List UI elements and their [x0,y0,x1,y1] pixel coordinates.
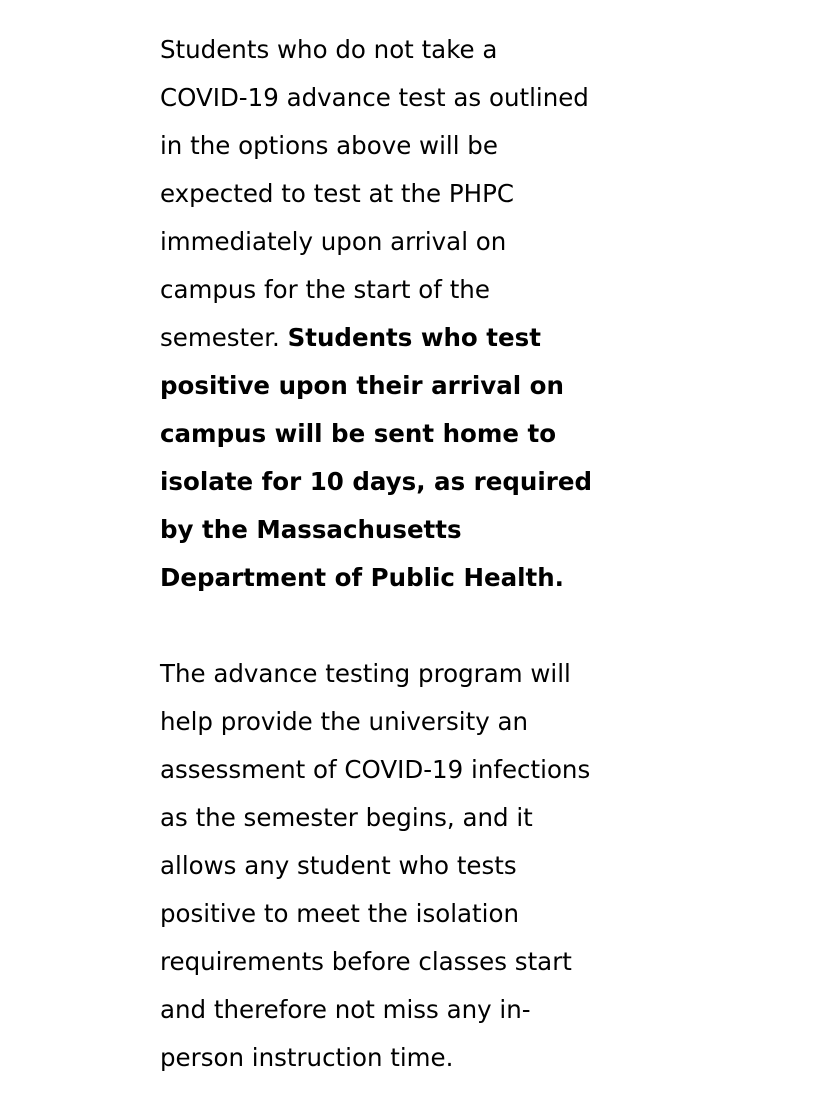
text-line [160,26,640,74]
bold-text-segment: positive upon their arrival on [160,371,564,400]
text-line [160,170,640,218]
text-segment: campus for the start of the [160,275,490,304]
text-line [160,986,640,1034]
text-line [160,842,640,890]
text-line [160,698,640,746]
text-segment: person instruction time. [160,1043,454,1072]
bold-text-segment: Department of Public Health. [160,563,564,592]
bold-text-segment: campus will be sent home to [160,419,557,448]
text-segment: immediately upon arrival on [160,227,507,256]
text-segment: as the semester begins, and it [160,803,533,832]
bold-text-line [160,554,640,602]
text-line [160,938,640,986]
text-line [160,122,640,170]
bold-text-line [160,362,640,410]
text-segment: positive to meet the isolation [160,899,519,928]
text-segment: The advance testing program will [160,659,571,688]
text-line [160,650,640,698]
text-segment: allows any student who tests [160,851,517,880]
bold-text-segment: Students who test [287,323,541,352]
text-line [160,314,640,362]
text-segment: semester. [160,323,288,352]
text-line [160,890,640,938]
text-line [160,74,640,122]
text-line [160,794,640,842]
text-segment: assessment of COVID-19 infections [160,755,591,784]
text-line [160,266,640,314]
text-line [160,746,640,794]
bold-text-line [160,458,640,506]
text-line [160,1034,640,1082]
text-segment: expected to test at the PHPC [160,179,514,208]
bold-text-segment: isolate for 10 days, as required [160,467,592,496]
text-line [160,218,640,266]
text-segment: requirements before classes start [160,947,572,976]
text-segment: Students who do not take a [160,35,498,64]
paragraph-program-benefits [160,650,640,1082]
bold-text-line [160,506,640,554]
paragraph-testing-requirement [160,26,640,602]
bold-text-line [160,410,640,458]
text-segment: and therefore not miss any in- [160,995,531,1024]
text-segment: in the options above will be [160,131,498,160]
text-segment: COVID-19 advance test as outlined [160,83,589,112]
text-segment: help provide the university an [160,707,529,736]
article-body [160,26,640,1082]
bold-text-segment: by the Massachusetts [160,515,462,544]
